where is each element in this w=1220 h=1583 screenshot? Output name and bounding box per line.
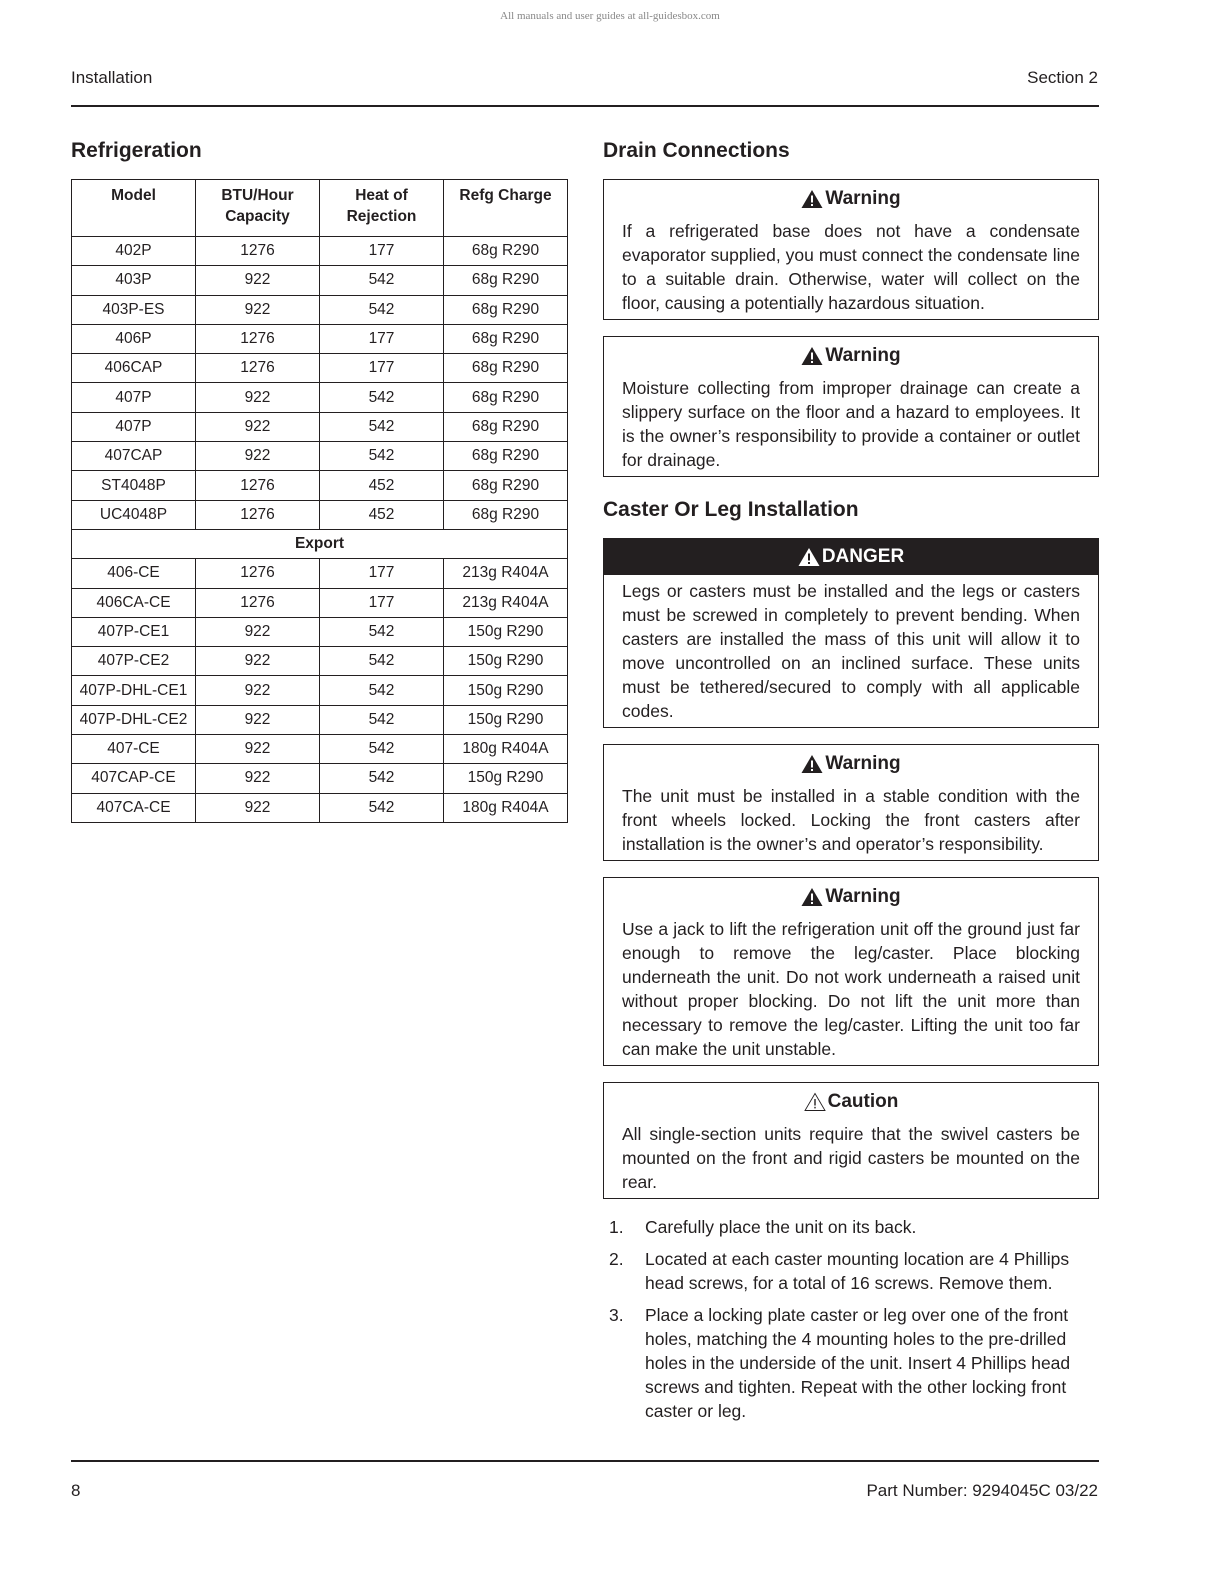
warning-notice	[603, 336, 1099, 477]
cell-model: 402P	[72, 237, 196, 266]
notice-title	[604, 878, 1098, 911]
column-header-btu: BTU/Hour Capacity	[196, 180, 320, 237]
installation-steps	[603, 1215, 1099, 1423]
cell-heat-rejection: 542	[320, 442, 444, 471]
cell-heat-rejection: 542	[320, 735, 444, 764]
cell-btu: 1276	[196, 471, 320, 500]
table-row	[72, 295, 568, 324]
cell-model: 407CAP-CE	[72, 764, 196, 793]
table-row	[72, 354, 568, 383]
cell-btu: 922	[196, 617, 320, 646]
cell-model: 403P	[72, 266, 196, 295]
cell-btu: 922	[196, 647, 320, 676]
cell-refg-charge: 68g R290	[444, 324, 568, 353]
table-row	[72, 617, 568, 646]
table-row	[72, 383, 568, 412]
drain-connections-heading: Drain Connections	[603, 139, 790, 162]
notice-title-label: Warning	[825, 886, 901, 907]
cell-model: 406CA-CE	[72, 588, 196, 617]
cell-model: 407P	[72, 383, 196, 412]
cell-model: 407P	[72, 412, 196, 441]
table-row	[72, 676, 568, 705]
cell-heat-rejection: 177	[320, 324, 444, 353]
cell-heat-rejection: 177	[320, 559, 444, 588]
cell-btu: 922	[196, 676, 320, 705]
step-number: 1.	[609, 1217, 624, 1237]
cell-btu: 922	[196, 442, 320, 471]
warning-triangle-icon	[801, 346, 823, 366]
drain-notices	[603, 179, 1099, 477]
column-header-refg-charge: Refg Charge	[444, 180, 568, 237]
cell-btu: 922	[196, 764, 320, 793]
cell-btu: 1276	[196, 237, 320, 266]
cell-refg-charge: 213g R404A	[444, 559, 568, 588]
cell-heat-rejection: 452	[320, 471, 444, 500]
cell-btu: 922	[196, 266, 320, 295]
warning-notice	[603, 179, 1099, 320]
cell-heat-rejection: 542	[320, 764, 444, 793]
notice-body: All single-section units require that the swivel casters be mounted on the front and rigid casters be mounted on the rear.	[622, 1124, 1080, 1192]
cell-btu: 1276	[196, 559, 320, 588]
cell-model: 406CAP	[72, 354, 196, 383]
cell-model: 407P-CE1	[72, 617, 196, 646]
notice-title	[604, 337, 1098, 370]
cell-heat-rejection: 177	[320, 354, 444, 383]
danger-triangle-icon	[798, 547, 820, 567]
notice-body: Legs or casters must be installed and the legs or casters must be screwed in completely to prevent bending. When casters are installed the mass of this unit will allow it to move uncontrolled on an inclined surface. These units must be tethered/secured to comply with all applicable codes.	[622, 581, 1080, 721]
cell-refg-charge: 68g R290	[444, 354, 568, 383]
table-header-row	[72, 180, 568, 237]
cell-heat-rejection: 542	[320, 705, 444, 734]
list-item	[603, 1215, 1099, 1239]
page-number: 8	[71, 1481, 81, 1500]
cell-refg-charge: 68g R290	[444, 266, 568, 295]
warning-triangle-icon	[801, 887, 823, 907]
notice-title-label: DANGER	[821, 546, 905, 567]
cell-btu: 1276	[196, 588, 320, 617]
cell-btu: 922	[196, 793, 320, 822]
step-text: Carefully place the unit on its back.	[645, 1217, 917, 1237]
table-row	[72, 559, 568, 588]
cell-model: 406-CE	[72, 559, 196, 588]
notice-title	[604, 180, 1098, 213]
column-header-heat-rejection: Heat of Rejection	[320, 180, 444, 237]
table-row	[72, 647, 568, 676]
cell-refg-charge: 68g R290	[444, 471, 568, 500]
watermark: All manuals and user guides at all-guidesbox.com	[500, 10, 720, 22]
cell-model: ST4048P	[72, 471, 196, 500]
cell-btu: 922	[196, 295, 320, 324]
danger-notice	[603, 538, 1099, 728]
cell-heat-rejection: 542	[320, 647, 444, 676]
cell-model: UC4048P	[72, 500, 196, 529]
warning-notice	[603, 877, 1099, 1066]
cell-refg-charge: 180g R404A	[444, 735, 568, 764]
caster-notices	[603, 538, 1099, 1199]
table-row	[72, 237, 568, 266]
cell-refg-charge: 68g R290	[444, 442, 568, 471]
part-number: Part Number: 9294045C 03/22	[866, 1481, 1098, 1500]
cell-refg-charge: 180g R404A	[444, 793, 568, 822]
export-section-row	[72, 529, 568, 558]
cell-btu: 922	[196, 383, 320, 412]
cell-heat-rejection: 177	[320, 588, 444, 617]
cell-model: 407P-CE2	[72, 647, 196, 676]
header-section-number: Section 2	[1027, 68, 1098, 87]
notice-body: The unit must be installed in a stable condition with the front wheels locked. Locking the front casters after installation is the owner’s and operator’s responsibility.	[622, 786, 1080, 854]
caster-installation-heading: Caster Or Leg Installation	[603, 498, 859, 521]
cell-refg-charge: 68g R290	[444, 500, 568, 529]
left-column	[71, 138, 568, 823]
cell-btu: 922	[196, 735, 320, 764]
list-item	[603, 1303, 1099, 1423]
right-column	[603, 138, 1099, 1431]
cell-model: 407P-DHL-CE1	[72, 676, 196, 705]
table-row	[72, 764, 568, 793]
warning-notice	[603, 744, 1099, 861]
column-header-model: Model	[72, 180, 196, 237]
cell-refg-charge: 150g R290	[444, 705, 568, 734]
cell-heat-rejection: 542	[320, 793, 444, 822]
cell-refg-charge: 150g R290	[444, 676, 568, 705]
cell-model: 407P-DHL-CE2	[72, 705, 196, 734]
notice-body: Use a jack to lift the refrigeration unit off the ground just far enough to remove the leg/caster. Place blocking underneath the unit. Do not work underneath a raised unit without proper blocking. Do not lift the unit more than necessary to remove the leg/caster. Lifting the unit too far can make the unit unstable.	[622, 919, 1080, 1059]
cell-model: 407-CE	[72, 735, 196, 764]
warning-triangle-icon	[801, 189, 823, 209]
cell-refg-charge: 68g R290	[444, 295, 568, 324]
notice-title-label: Caution	[827, 1091, 899, 1112]
notice-title	[604, 745, 1098, 778]
table-row	[72, 588, 568, 617]
cell-btu: 922	[196, 705, 320, 734]
cell-model: 407CAP	[72, 442, 196, 471]
cell-heat-rejection: 452	[320, 500, 444, 529]
cell-model: 403P-ES	[72, 295, 196, 324]
cell-refg-charge: 150g R290	[444, 617, 568, 646]
cell-btu: 1276	[196, 500, 320, 529]
table-row	[72, 735, 568, 764]
table-row	[72, 500, 568, 529]
footer-divider	[71, 1460, 1099, 1462]
table-row	[72, 266, 568, 295]
step-number: 2.	[609, 1249, 624, 1269]
cell-heat-rejection: 542	[320, 295, 444, 324]
notice-title	[604, 539, 1098, 575]
caution-triangle-icon	[804, 1092, 826, 1112]
table-row	[72, 412, 568, 441]
cell-refg-charge: 68g R290	[444, 412, 568, 441]
step-text: Located at each caster mounting location are 4 Phillips head screws, for a total of 16 screws. Remove them.	[645, 1249, 1070, 1293]
table-row	[72, 471, 568, 500]
table-row	[72, 442, 568, 471]
notice-title-label: Warning	[825, 345, 901, 366]
notice-title-label: Warning	[825, 188, 901, 209]
notice-title	[604, 1083, 1098, 1116]
refrigeration-table	[71, 179, 568, 823]
cell-heat-rejection: 177	[320, 237, 444, 266]
notice-body: Moisture collecting from improper drainage can create a slippery surface on the floor and a hazard to employees. It is the owner’s responsibility to provide a container or outlet for drainage.	[622, 378, 1080, 470]
cell-model: 407CA-CE	[72, 793, 196, 822]
cell-model: 406P	[72, 324, 196, 353]
cell-refg-charge: 150g R290	[444, 764, 568, 793]
notice-title-label: Warning	[825, 753, 901, 774]
table-row	[72, 324, 568, 353]
cell-refg-charge: 150g R290	[444, 647, 568, 676]
cell-heat-rejection: 542	[320, 676, 444, 705]
step-number: 3.	[609, 1305, 624, 1325]
cell-heat-rejection: 542	[320, 266, 444, 295]
list-item	[603, 1247, 1099, 1295]
cell-btu: 922	[196, 412, 320, 441]
cell-btu: 1276	[196, 354, 320, 383]
cell-heat-rejection: 542	[320, 383, 444, 412]
refrigeration-heading: Refrigeration	[71, 139, 202, 162]
header-divider	[71, 105, 1099, 107]
cell-refg-charge: 68g R290	[444, 237, 568, 266]
refrigeration-table-body	[72, 237, 568, 823]
notice-body: If a refrigerated base does not have a condensate evaporator supplied, you must connect the condensate line to a suitable drain. Otherwise, water will collect on the floor, causing a potentially hazardous situation.	[622, 221, 1080, 313]
header-section-name: Installation	[71, 68, 153, 87]
cell-refg-charge: 68g R290	[444, 383, 568, 412]
caution-notice	[603, 1082, 1099, 1199]
cell-heat-rejection: 542	[320, 617, 444, 646]
cell-refg-charge: 213g R404A	[444, 588, 568, 617]
warning-triangle-icon	[801, 754, 823, 774]
table-row	[72, 705, 568, 734]
table-row	[72, 793, 568, 822]
export-section-label: Export	[72, 529, 568, 558]
cell-btu: 1276	[196, 324, 320, 353]
step-text: Place a locking plate caster or leg over one of the front holes, matching the 4 mounting holes to the pre-drilled holes in the underside of the unit. Insert 4 Phillips head screws and tighten. Repeat with the other locking front caster or leg.	[645, 1305, 1071, 1421]
cell-heat-rejection: 542	[320, 412, 444, 441]
